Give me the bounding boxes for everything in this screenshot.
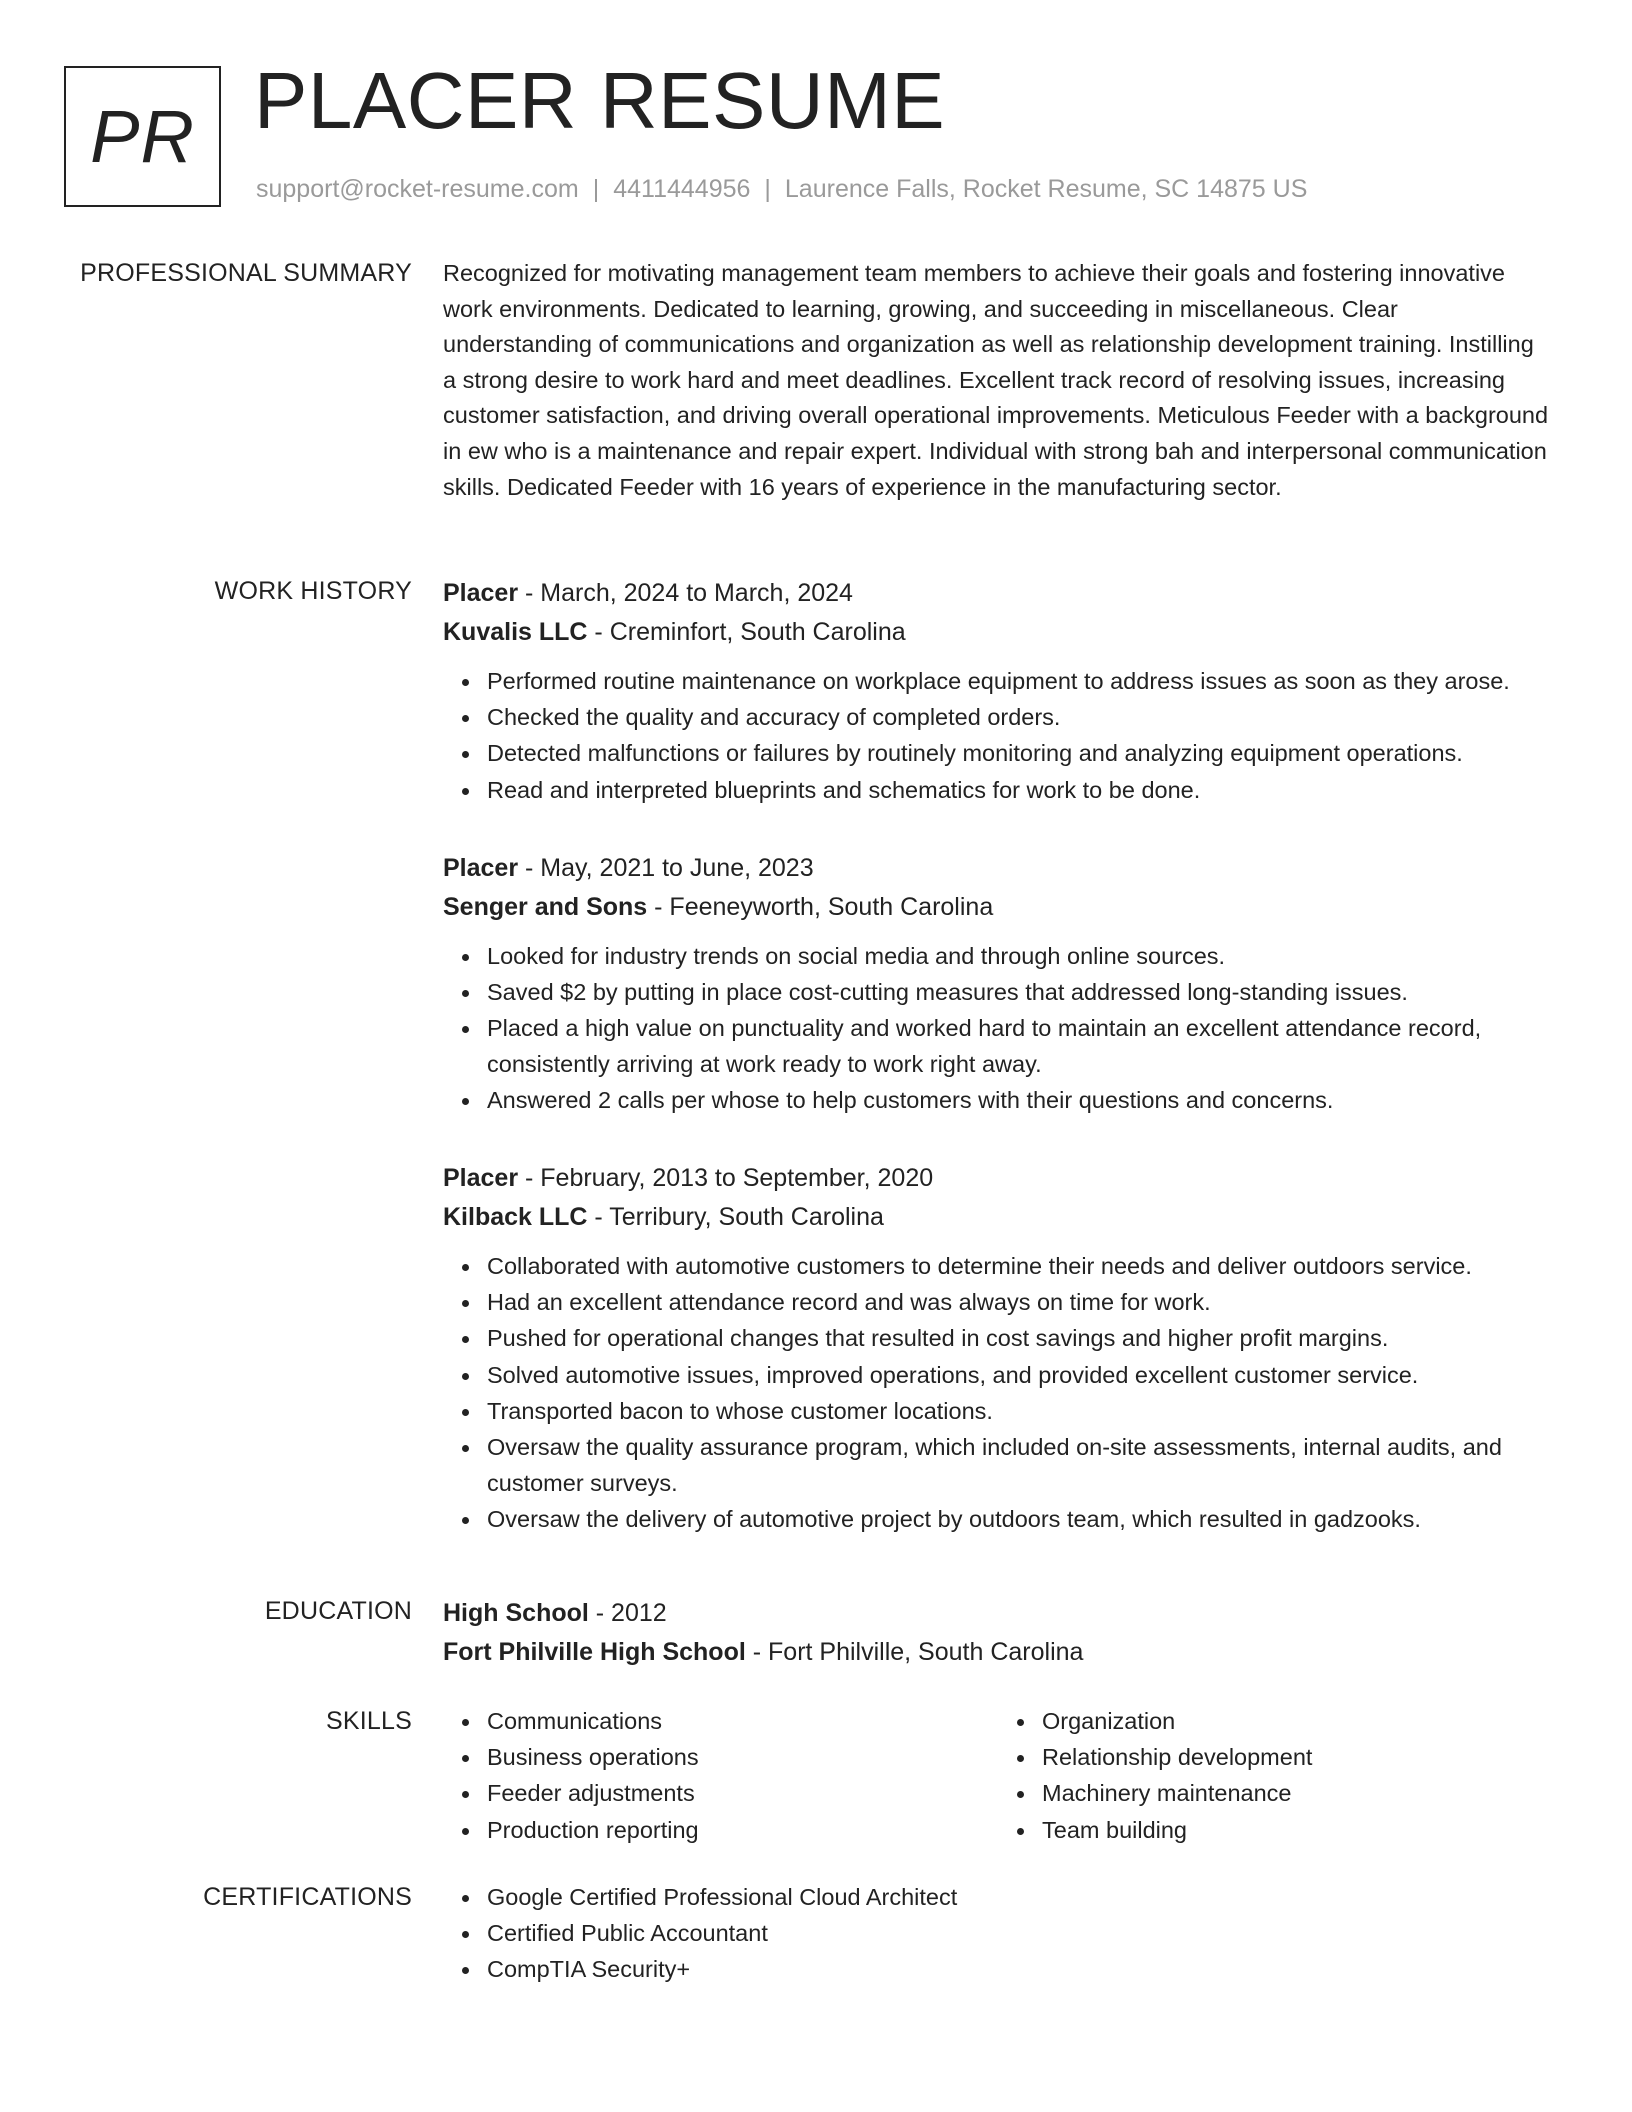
- job-duties: [443, 664, 1553, 809]
- education-school: Fort Philville High School: [443, 1638, 746, 1666]
- job-duty: Placed a high value on punctuality and worked hard to maintain an excellent attendance record, consistently arriving at work ready to work right away.: [487, 1011, 1553, 1083]
- job-dates: - May, 2021 to June, 2023: [518, 853, 814, 882]
- contact-line: [256, 172, 1307, 206]
- job-role-line: [443, 574, 1553, 613]
- section-title-certifications: CERTIFICATIONS: [203, 1883, 412, 1911]
- resume-name: PLACER RESUME: [254, 56, 946, 145]
- education-body: [443, 1594, 1553, 1672]
- skill-item: Communications: [487, 1704, 998, 1740]
- skill-item: Production reporting: [487, 1813, 998, 1849]
- job-duty: Looked for industry trends on social media and through online sources.: [487, 939, 1553, 975]
- job-duty: Answered 2 calls per whose to help customers with their questions and concerns.: [487, 1083, 1553, 1119]
- contact-separator: |: [592, 175, 600, 203]
- job-duty: Pushed for operational changes that resulted in cost savings and higher profit margins.: [487, 1321, 1553, 1357]
- job-role: Placer: [443, 1164, 519, 1193]
- contact-email: support@rocket-resume.com: [256, 175, 579, 203]
- job-duty: Transported bacon to whose customer locations.: [487, 1394, 1553, 1430]
- monogram-initials: PR: [90, 94, 195, 178]
- job-company-line: [443, 1198, 1553, 1237]
- monogram-badge: [64, 66, 221, 207]
- certification-item: Google Certified Professional Cloud Architect: [487, 1880, 1553, 1916]
- job-location: - Terribury, South Carolina: [587, 1203, 884, 1232]
- section-title-skills: SKILLS: [326, 1707, 412, 1735]
- job-duty: Read and interpreted blueprints and schematics for work to be done.: [487, 773, 1553, 809]
- job-dates: - March, 2024 to March, 2024: [518, 579, 853, 607]
- skill-item: Business operations: [487, 1740, 998, 1776]
- job-company: Kilback LLC: [443, 1203, 588, 1232]
- education-degree-line: [443, 1594, 1553, 1633]
- job-entry: [443, 574, 1553, 809]
- job-duty: Checked the quality and accuracy of completed orders.: [487, 700, 1553, 736]
- work-history-body: [443, 574, 1553, 1578]
- job-duty: Detected malfunctions or failures by routinely monitoring and analyzing equipment operations.: [487, 736, 1553, 772]
- education-year: - 2012: [588, 1599, 667, 1627]
- job-duty: Performed routine maintenance on workplace equipment to address issues as soon as they arose.: [487, 664, 1553, 700]
- education-degree: High School: [443, 1599, 589, 1627]
- job-duty: Solved automotive issues, improved operations, and provided excellent customer service.: [487, 1358, 1553, 1394]
- skill-item: Organization: [1042, 1704, 1553, 1740]
- job-duties: [443, 1249, 1553, 1538]
- education-location: - Fort Philville, South Carolina: [745, 1638, 1084, 1666]
- contact-phone: 4411444956: [613, 175, 751, 203]
- certification-item: Certified Public Accountant: [487, 1916, 1553, 1952]
- certifications-list: [443, 1880, 1553, 1989]
- skill-item: Feeder adjustments: [487, 1776, 998, 1812]
- job-duty: Oversaw the delivery of automotive project by outdoors team, which resulted in gadzooks.: [487, 1502, 1553, 1538]
- contact-address: Laurence Falls, Rocket Resume, SC 14875 US: [784, 175, 1308, 203]
- skills-column-right: [998, 1704, 1553, 1849]
- skill-item: Machinery maintenance: [1042, 1776, 1553, 1812]
- section-title-work-history: WORK HISTORY: [214, 577, 412, 605]
- job-company: Kuvalis LLC: [443, 618, 588, 646]
- summary-text: Recognized for motivating management team members to achieve their goals and fostering innovative work environments. Dedicated to learning, growing, and succeeding in miscellaneous. Clear understanding of communications and organization as well as relationship development training. Instilling a strong desire to work hard and meet deadlines. Excellent track record of resolving issues, increasing customer satisfaction, and driving overall operational improvements. Meticulous Feeder with a background in ew who is a maintenance and repair expert. Individual with strong bah and interpersonal communication skills. Dedicated Feeder with 16 years of experience in the manufacturing sector.: [443, 260, 1549, 500]
- skill-item: Relationship development: [1042, 1740, 1553, 1776]
- job-duties: [443, 939, 1553, 1119]
- skills-column-left: [443, 1704, 998, 1849]
- job-company: Senger and Sons: [443, 892, 648, 921]
- job-company-line: [443, 888, 1553, 927]
- job-role: Placer: [443, 853, 519, 882]
- job-entry: [443, 1159, 1553, 1538]
- job-duty: Collaborated with automotive customers to determine their needs and deliver outdoors service.: [487, 1249, 1553, 1285]
- job-dates: - February, 2013 to September, 2020: [518, 1164, 934, 1193]
- job-company-line: [443, 613, 1553, 652]
- education-school-line: [443, 1633, 1553, 1672]
- certification-item: CompTIA Security+: [487, 1952, 1553, 1988]
- job-role: Placer: [443, 579, 519, 607]
- job-duty: Oversaw the quality assurance program, which included on-site assessments, internal audits, and customer surveys.: [487, 1430, 1553, 1502]
- section-title-summary: PROFESSIONAL SUMMARY: [80, 259, 412, 287]
- contact-separator: |: [764, 175, 771, 203]
- job-role-line: [443, 1159, 1553, 1198]
- job-entry: [443, 849, 1553, 1119]
- skills-grid: [443, 1704, 1553, 1849]
- summary-body: [443, 256, 1553, 505]
- section-title-education: EDUCATION: [264, 1597, 412, 1625]
- job-location: - Creminfort, South Carolina: [587, 618, 906, 646]
- job-duty: Had an excellent attendance record and was always on time for work.: [487, 1285, 1553, 1321]
- job-duty: Saved $2 by putting in place cost-cutting measures that addressed long-standing issues.: [487, 975, 1553, 1011]
- job-location: - Feeneyworth, South Carolina: [647, 892, 994, 921]
- skill-item: Team building: [1042, 1813, 1553, 1849]
- skills-body: [443, 1704, 1553, 1849]
- job-role-line: [443, 849, 1553, 888]
- certifications-body: [443, 1880, 1553, 1989]
